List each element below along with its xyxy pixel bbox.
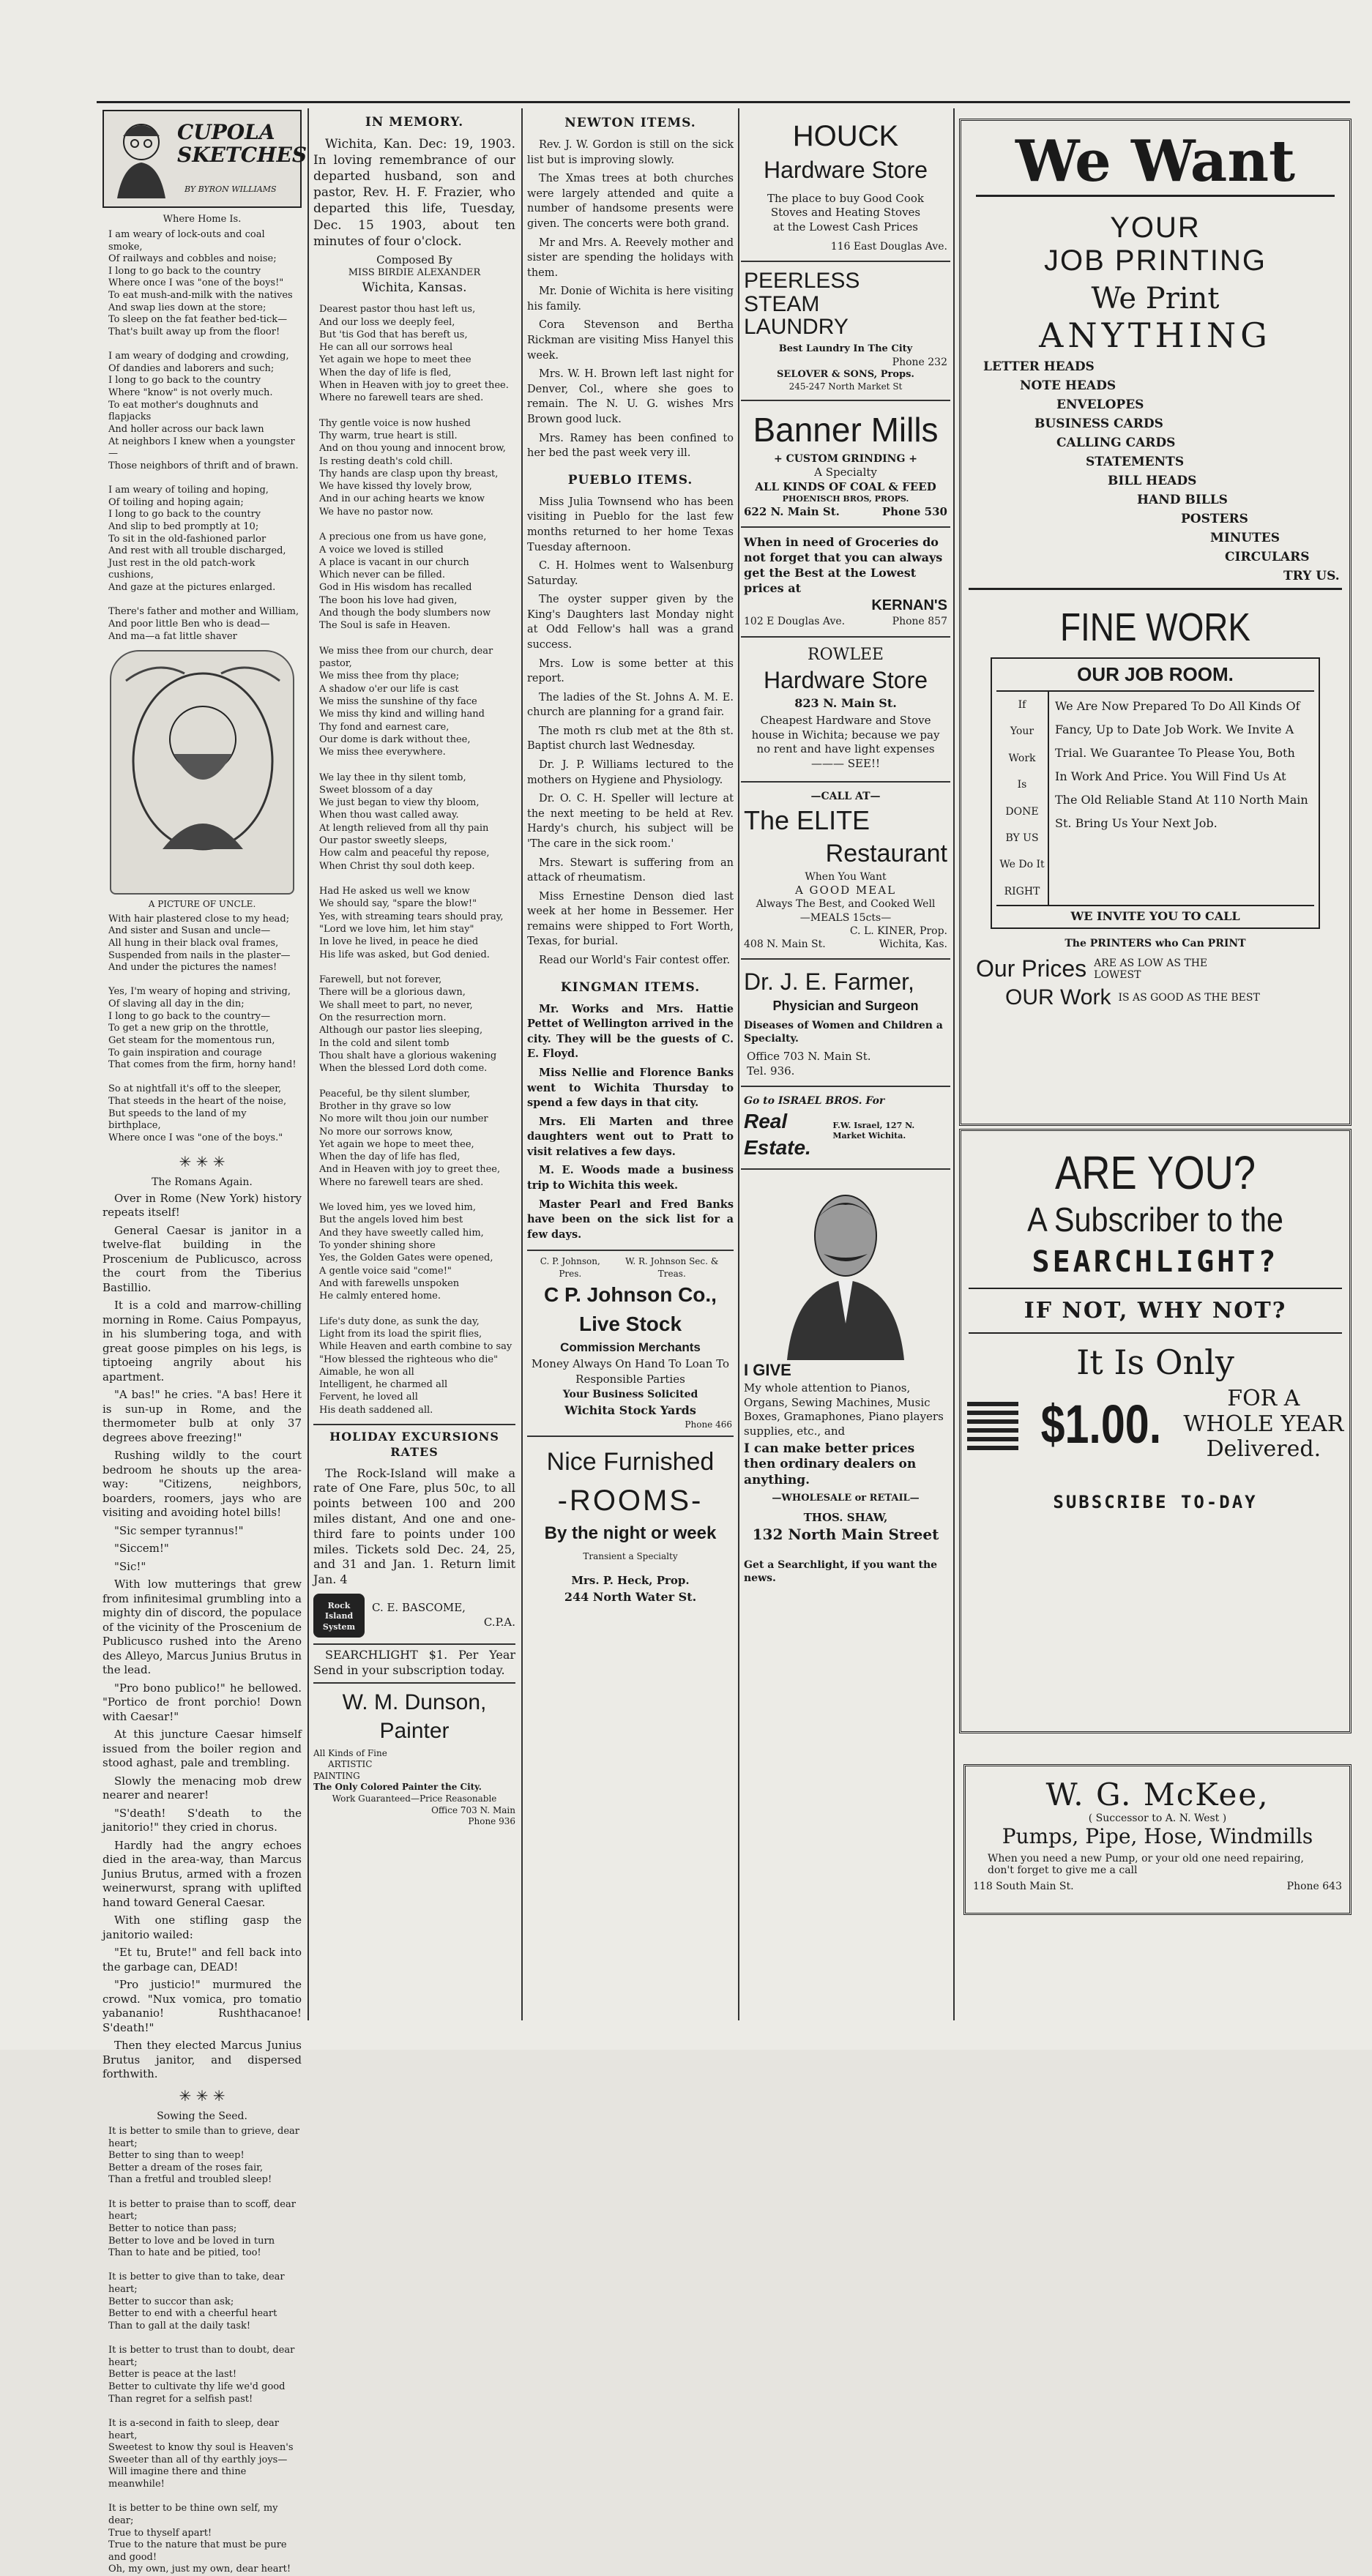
heck-address: 244 North Water St. [564, 1589, 697, 1604]
dunson-line: PAINTING [313, 1770, 360, 1781]
elite-meals: —MEALS 15cts— [799, 911, 892, 924]
portrait-icon [108, 114, 174, 202]
job-item: TRY US. [1283, 569, 1340, 583]
news-item: Miss Nellie and Florence Banks went to Wichita Thursday to spend a few days in that city. [527, 1067, 734, 1110]
farmer-title: Physician and Surgeon [772, 998, 919, 1013]
pueblo-title: PUEBLO ITEMS. [567, 472, 693, 488]
as-low: ARE AS LOW AS THE LOWEST [1094, 957, 1208, 981]
paragraph: Then they elected Marcus Junius Brutus janitor, and dispersed forthwith. [102, 2039, 302, 2081]
picture-caption: A PICTURE OF UNCLE. [148, 899, 256, 910]
news-item: Mrs. Eli Marten and three daughters went out to Pratt to visit relatives a few days. [527, 1115, 734, 1158]
paragraph: Over in Rome (New York) history repeats itself! [102, 1191, 302, 1220]
searchlight-logo: SEARCHLIGHT? [1032, 1245, 1279, 1279]
divider [969, 1288, 1342, 1289]
uncle-illustration [110, 650, 294, 895]
divider [313, 1424, 515, 1425]
rowlee-name: ROWLEE [808, 645, 884, 664]
price-one-dollar: $1.00. [1040, 1394, 1161, 1455]
selover: SELOVER & SONS, Props. [777, 368, 914, 380]
are-you: ARE YOU? [1054, 1146, 1256, 1199]
memorial-poem: Dearest pastor thou hast left us, And our loss we deeply feel, But 'tis God that has bereft us, He can all our sorrows heal Yet again we hope to meet thee When the day of life is fled, When in Heaven with joy to greet thee. Where no farewell tears are shed. Thy gentle voice is now hushed Thy warm, true heart is still. And on thou young and innocent brow, Is resting death's cold chill. Thy hands are clasp upon thy breast, We have kissed thy lovely brow, And in our aching hearts we know We have no pastor now. A precious one from us have gone, A voice we loved is stilled A place is vacant in our church Which never can be filled. God in His wisdom has recalled The boon his love had given, And though the body slumbers now The Soul is safe in Heaven. We miss thee from our church, dear pastor, We miss thee from thy place; A shadow o'er our life is cast We miss the sunshine of thy face We miss thy kind and willing hand Thy fond and earnest care, Our dome is dark without thee, We miss thee everywhere. We lay thee in thy silent tomb, Sweet blossom of a day We just began to view thy bloom, When thou wast called away. At length relieved from all thy pain Our pastor sweetly sleeps, How calm and peaceful thy repose, When Christ thy soul doth keep. Had He asked us well we know We should say, "spare the blow!" Yes, with streaming tears should pray, "Lord we love him, let him stay" In love he lived, in peace he died His life was asked, but God denied. Farewell, but not forever, There will be a glorious dawn, We shall meet to part, no never, On the resurrection morn. Although our pastor lies sleeping, In the cold and silent tomb Thou shalt have a glorious wakening When the blessed Lord doth come. Peaceful, be thy silent slumber, Brother in thy grave so low No more wilt thou join our number No more our sorrows know, Yet again we hope to meet thee, When the day of life has fled, And in Heaven with joy to greet thee, Where no farewell tears are shed. We loved him, yes we loved him, But the angels loved him best And they have sweetly called him, To yonder shining shore Yes, the Golden Gates were opened, A gentle voice said "come!" And with farewells unspoken He calmly entered home. Life's duty done, as sunk the day, Light from its load the spirit flies, While Heaven and earth combine to say "How blessed the righteous who die" Aimable, he won all Intelligent, he charmed all Fervent, he loved all His death saddened all. [319, 304, 512, 1416]
elite-address: 408 N. Main St. [744, 938, 826, 950]
newton-title: NEWTON ITEMS. [564, 116, 696, 130]
anything: ANYTHING [1039, 316, 1272, 355]
peerless-best: Best Laundry In The City [778, 343, 913, 354]
column-divider [953, 108, 955, 2020]
news-item: Rev. J. W. Gordon is still on the sick list but is improving slowly. [527, 139, 734, 166]
paragraph: With low mutterings that grew from infinitesimal grumbling into a mighty din of discord, the populace of the vicinity of the Proscenium de Publicusco rushed into the Areno des Alleyo, Marcus Junius Brutus in the lead. [102, 1578, 302, 1677]
subscribe-frame [959, 1129, 1352, 1733]
houck-name: HOUCK [792, 120, 899, 152]
houck-text: The place to buy Good Cook Stoves and Heating Stoves at the Lowest Cash Prices [767, 191, 925, 234]
man-portrait-icon [772, 1177, 919, 1360]
holiday-text: The Rock-Island will make a rate of One Fare, plus 50c, to all points between 100 and 200 miles distant, And one and one-third fare to points under 100 miles. Tickets sold Dec. 24, 25, and 31 and Jan. 1. Return limit Jan. 4 [313, 1466, 515, 1587]
israel-go: Go to ISRAEL BROS. For [744, 1095, 885, 1108]
news-item: Mr. Works and Mrs. Hattie Pettet of Wellington arrived in the city. They will be the guests of C. E. Floyd. [527, 1002, 734, 1061]
news-item: Miss Ernestine Denson died last week at her home in Bessemer. Her remains were shipped to Fort Worth, Texas, for burial. [527, 890, 734, 948]
column-1 [102, 110, 307, 2575]
paragraph: "A bas!" he cries. "A bas! Here it is sun-up in Rome, and the thermometer bulb at only 37 degrees above freezing!" [102, 1388, 302, 1444]
mckee-ad [963, 1764, 1352, 1915]
rock-island-logo: Rock Island System [313, 1594, 365, 1638]
rock-island-ad [313, 1594, 515, 1638]
banner-specialty: A Specialty [814, 466, 877, 479]
israel-ad [741, 1087, 950, 1170]
rooms-heading: -ROOMS- [557, 1484, 704, 1517]
nice-furnished: Nice Furnished [546, 1448, 715, 1476]
top-rule [97, 101, 1350, 103]
johnson-ad [527, 1250, 734, 1437]
paragraph: "Siccem!" [114, 1542, 169, 1556]
fine-work: FINE WORK [1059, 605, 1251, 649]
peerless-phone: Phone 232 [892, 356, 947, 368]
decorative-lines [967, 1399, 1018, 1450]
paragraph: "Sic!" [114, 1559, 146, 1573]
side-word: If [1018, 699, 1026, 711]
job-item: HAND BILLS [1137, 493, 1228, 507]
divider [313, 1643, 515, 1645]
subscribe-today: SUBSCRIBE TO-DAY [1053, 1491, 1258, 1512]
by-night-or-week: By the night or week [544, 1523, 717, 1544]
invite-call: WE INVITE YOU TO CALL [996, 905, 1314, 923]
bascome-cpa: C.P.A. [483, 1615, 515, 1629]
job-room-text: We Are Now Prepared To Do All Kinds Of Fancy, Up to Date Job Work. We Invite A Trial. We Guarantee To Please You, Both In Work And Price. You Will Find Us At The Old Reliable Stand At 110 North Main St. Bring Us Your Next Job. [1055, 699, 1308, 830]
news-item: Mrs. W. H. Brown left last night for Denver, Col., where she goes to remain. The N. U. G. wishes Mrs Brown good luck. [527, 368, 734, 425]
our-job-room: OUR JOB ROOM. [996, 663, 1314, 692]
elite-city: Wichita, Kas. [879, 938, 947, 950]
news-item: C. H. Holmes went to Walsenburg Saturday. [527, 560, 734, 587]
dunson-line: Phone 936 [468, 1816, 515, 1827]
johnson-business: Your Business Solicited [562, 1388, 698, 1400]
side-word: RIGHT [1004, 885, 1040, 897]
subscriber-to-the: A Subscriber to the [1027, 1201, 1283, 1239]
commission-merchants: Commission Merchants [560, 1340, 701, 1354]
banner-props: PHOENISCH BROS, PROPS. [782, 494, 909, 504]
paragraph: "S'death! S'death to the janitorio!" they cried in chorus. [102, 1806, 302, 1834]
we-want: We Want [976, 128, 1335, 197]
as-good: IS AS GOOD AS THE BEST [1118, 992, 1260, 1004]
job-item: BUSINESS CARDS [1034, 417, 1163, 431]
dunson-line: ARTISTIC [328, 1759, 373, 1770]
rowlee-ad [741, 638, 950, 783]
houck-subtitle: Hardware Store [763, 157, 928, 183]
column-divider [738, 108, 739, 2020]
paragraph: "Sic semper tyrannus!" [114, 1523, 244, 1537]
divider [969, 1332, 1342, 1334]
in-memory-title: IN MEMORY. [365, 115, 464, 130]
news-item: The Xmas trees at both churches were largely attended and quite a number of handsome presents were given. The concerts were both grand. [527, 173, 734, 231]
kingman-title: KINGMAN ITEMS. [560, 979, 701, 995]
johnson-money: Money Always On Hand To Loan To Responsible Parties [531, 1357, 730, 1386]
houck-address: 116 East Douglas Ave. [830, 241, 947, 253]
paragraph: "Pro justicio!" murmured the crowd. "Nux vomica, pro tomatio yabananio! Rushthacanoe! S'death!" [102, 1978, 302, 2034]
printers-who-can-print: The PRINTERS who Can PRINT [1065, 938, 1246, 950]
get-searchlight: Get a Searchlight, if you want the news. [744, 1559, 938, 1585]
johnson-treasurer: W. R. Johnson Sec. & Treas. [625, 1256, 719, 1280]
poem-sowing-the-seed: It is better to smile than to grieve, dear heart; Better to sing than to weep! Better a dream of the roses fair, Than a fretful and troubled sleep! It is better to praise than to scoff, dear heart; Better to notice than pass; Better to love and be loved in turn Than to hate and be pitied, too! It is better to give than to take, dear heart; Better to succor than ask; Better to end with a cheerful heart Than to gall at the daily task! It is better to trust than to doubt, dear heart; Better is peace at the last! Better to cultivate thy life we'd good Than regret for a selfish past! It is a-second in faith to sleep, dear heart, Sweetest to know thy soul is Heaven's Sweeter than all of thy earthly joys— Will imagine there and thine meanwhile! It is better to be thine own self, my dear; True to thyself apart! True to the nature that must be pure and good! Oh, my own, just my own, dear heart! [108, 2125, 299, 2575]
job-item: STATEMENTS [1086, 455, 1185, 469]
live-stock: Live Stock [578, 1313, 682, 1336]
dunson-details [313, 1748, 515, 1828]
price-row [961, 1386, 1349, 1463]
our-work: OUR Work [1005, 985, 1111, 1010]
news-item: Mr and Mrs. A. Reevely mother and sister are spending the holidays with them. [527, 236, 734, 279]
shaw-address: 132 North Main Street [752, 1526, 939, 1544]
job-item: BILL HEADS [1108, 474, 1197, 488]
poem-title: Where Home Is. [163, 214, 242, 225]
news-item: M. E. Woods made a business trip to Wichita this week. [527, 1164, 734, 1192]
poem-where-home-is: I am weary of lock-outs and coal smoke, Of railways and cobbles and noise; I long to go back to the country Where once I was "one of the boys!" To eat mush-and-milk with the natives And swap lies down at the store; To sleep on the fat feather bed-tick— That's built away up from the floor! I am weary of dodging and crowding, Of dandies and laborers and such; I long to go back to the country Where "know" is not overly much. To eat mother's doughnuts and flapjacks And holler across our back lawn At neighbors I knew when a youngster— Those neighbors of thrift and of brawn. I am weary of toiling and hoping, Of toiling and hoping again; I long to go back to the country And slip to bed promptly at 10; To sit in the old-fashioned parlor And rest with all trouble discharged, Just rest in the old patch-work cushions, And gaze at the pictures enlarged. There's father and mother and William, And poor little Ben who is dead— And ma—a fat little shaver [108, 228, 299, 642]
job-printing-frame [959, 119, 1352, 1126]
elite-call: —CALL AT— [810, 791, 881, 803]
rowlee-subtitle: Hardware Store [763, 667, 928, 694]
our-prices-row [976, 955, 1335, 982]
separator-stars: ✳ ✳ ✳ [179, 2086, 225, 2105]
news-item: Master Pearl and Fred Banks have been on the sick list for a few days. [527, 1198, 734, 1241]
news-item: The oyster supper given by the King's Daughters last Monday night at Odd Fellow's hall was a grand success. [527, 594, 734, 652]
banner-mills-ad [741, 401, 950, 528]
column-divider [307, 108, 309, 2020]
side-word: Work [1008, 752, 1036, 764]
news-item: Dr. O. C. H. Speller will lecture at the next meeting to be held at Rev. Hardy's church, his subject will be 'The care in the sick room.' [527, 793, 734, 850]
israel-address: F.W. Israel, 127 N. Market Wichita. [832, 1120, 915, 1140]
our-prices: Our Prices [976, 955, 1087, 982]
job-item: CIRCULARS [1225, 550, 1310, 564]
delivered: Delivered. [1206, 1436, 1321, 1462]
igive-prices: I can make better prices then ordinary dealers on anything. [744, 1441, 917, 1487]
elite-when: When You Want [805, 870, 887, 883]
divider [969, 588, 1342, 590]
shaw-name: THOS. SHAW, [803, 1510, 888, 1524]
poem-place: Wichita, Kansas. [362, 280, 467, 296]
column-2 [313, 110, 515, 2020]
side-word: Is [1017, 779, 1027, 791]
kernan-ad [741, 528, 950, 637]
dunson-title: Painter [379, 1718, 450, 1743]
it-is-only: It Is Only [1076, 1343, 1234, 1382]
job-item: CALLING CARDS [1056, 436, 1176, 450]
news-item: The ladies of the St. Johns A. M. E. church are planning for a grand fair. [527, 691, 734, 719]
job-printing: JOB PRINTING [1043, 244, 1267, 277]
elite-meal: A GOOD MEAL [794, 883, 897, 897]
job-printing-ad [959, 119, 1350, 1729]
johnson-company: C P. Johnson Co., [544, 1283, 717, 1307]
johnson-phone: Phone 466 [685, 1419, 732, 1430]
news-item: Miss Julia Townsend who has been visiting in Pueblo for the last few months returned to her home Texas Tuesday afternoon. [527, 496, 734, 553]
wholesale: —WHOLESALE or RETAIL— [772, 1492, 920, 1504]
side-word: DONE [1005, 805, 1039, 818]
job-item: POSTERS [1181, 512, 1248, 526]
paragraph: Rushing wildly to the court bedroom he shouts up the area-way: "Citizens, neighbors, boarders, roomers, jays who are visiting and avoiding hotel bills! [102, 1449, 302, 1520]
uncle-portrait-icon [111, 652, 294, 886]
job-item: MINUTES [1210, 531, 1280, 545]
kernan-name: KERNAN'S [871, 597, 947, 614]
shaw-ad [741, 1170, 950, 1592]
mckee-pumps: Pumps, Pipe, Hose, Windmills [1002, 1824, 1313, 1848]
farmer-ad [741, 960, 950, 1087]
igive-text: My whole attention to Pianos, Organs, Sewing Machines, Music Boxes, Gramaphones, Piano players supplies, etc., and [744, 1381, 944, 1438]
dunson-name: W. M. Dunson, [342, 1690, 487, 1714]
our-work-row [1005, 985, 1305, 1010]
shaw-portrait [744, 1177, 947, 1360]
news-item: Read our World's Fair contest offer. [539, 955, 731, 966]
elite-name: The ELITE [744, 804, 870, 835]
if-not-why-not: IF NOT, WHY NOT? [1024, 1298, 1287, 1324]
heck-prop: Mrs. P. Heck, Prop. [571, 1574, 690, 1588]
kernan-address: 102 E Douglas Ave. [744, 616, 846, 628]
israel-real-estate: Real Estate. [744, 1109, 811, 1160]
news-item: Mrs. Low is some better at this report. [527, 657, 734, 685]
news-item: Mrs. Stewart is suffering from an attack of rheumatism. [527, 856, 734, 884]
holiday-title: HOLIDAY EXCURSIONS RATES [329, 1429, 499, 1459]
elite-prop: C. L. KINER, Prop. [849, 925, 947, 937]
poem-picture-of-uncle: With hair plastered close to my head; And sister and Susan and uncle— All hung in their black oval frames, Suspended from nails in the plaster— And under the pictures the names! Yes, I'm weary of hoping and striving, Of slaving all day in the din; I long to go back to the country— To get a new grip on the throttle, Get steam for the momentous run, To gain inspiration and courage That comes from the firm, horny hand! So at nightfall it's off to the sleeper, That steeds in the heart of the noise, But speeds to the land of my birthplace, Where once I was "one of the boys." [108, 913, 297, 1143]
dunson-line: All Kinds of Fine [313, 1747, 387, 1758]
paragraph: "Pro bono publico!" he bellowed. "Portico de front porchio! Down with Caesar!" [102, 1681, 302, 1723]
job-room-box [991, 657, 1320, 929]
banner-mills-name: Banner Mills [753, 411, 939, 449]
rowlee-address: 823 N. Main St. [794, 695, 897, 710]
farmer-tel: Tel. 936. [747, 1064, 795, 1078]
paragraph: At this juncture Caesar himself issued from the boiler region and stood aghast, pale and trembling. [102, 1728, 302, 1770]
banner-address: 622 N. Main St. [744, 504, 840, 518]
job-items [961, 359, 1349, 583]
side-words [996, 692, 1049, 905]
houck-ad [741, 110, 950, 262]
peerless-ad [741, 262, 950, 401]
whole-year: WHOLE YEAR [1183, 1411, 1344, 1437]
separator-stars: ✳ ✳ ✳ [179, 1152, 225, 1171]
divider [313, 1682, 515, 1684]
cupola-byline: BY BYRON WILLIAMS [184, 184, 277, 194]
in-memory-intro: Wichita, Kan. Dec: 19, 1903. In loving remembrance of our departed husband, son and pastor, Rev. H. F. Frazier, who departed this life, Tuesday, Dec. 15 1903, about ten minutes of four o'clock. [313, 137, 515, 249]
news-item: Dr. J. P. Williams lectured to the mothers on Hygiene and Physiology. [527, 759, 734, 786]
rooms-ad [527, 1437, 734, 1605]
farmer-name: Dr. J. E. Farmer, [744, 968, 914, 996]
column-4 [741, 110, 950, 2020]
mckee-successor: ( Successor to A. N. West ) [1088, 1812, 1227, 1824]
selover-address: 245-247 North Market St [788, 381, 903, 392]
composed-by: Composed By [376, 253, 452, 266]
custom-grinding: + CUSTOM GRINDING + [773, 453, 918, 466]
news-item: The moth rs club met at the 8th st. Baptist church last Wednesday. [527, 725, 734, 753]
farmer-office: Office 703 N. Main St. [747, 1050, 871, 1064]
banner-phone: Phone 530 [881, 504, 947, 518]
rowlee-text: Cheapest Hardware and Stove house in Wichita; because we pay no rent and have light expenses ——— SEE!! [751, 714, 940, 770]
johnson-president: C. P. Johnson, Pres. [540, 1256, 600, 1280]
paragraph: Slowly the menacing mob drew nearer and nearer! [102, 1774, 302, 1802]
mckee-text: When you need a new Pump, or your old one need repairing, don't forget to give me a call [988, 1853, 1304, 1876]
job-item: LETTER HEADS [983, 359, 1095, 374]
news-item: Mrs. Ramey has been confined to her bed the past week very ill. [527, 432, 734, 460]
dunson-line: Work Guaranteed—Price Reasonable [332, 1793, 497, 1804]
we-print: We Print [1091, 282, 1220, 316]
johnson-yards: Wichita Stock Yards [564, 1403, 696, 1417]
dunson-line: Office 703 N. Main [431, 1804, 515, 1815]
kernan-text: When in need of Groceries do not forget that you can always get the Best at the Lowest prices at [744, 535, 943, 595]
side-word: BY US [1005, 832, 1039, 844]
side-word: We Do It [999, 859, 1045, 871]
poem-author: MISS BIRDIE ALEXANDER [348, 267, 481, 279]
elite-restaurant: Restaurant [825, 840, 947, 868]
job-item: NOTE HEADS [1020, 378, 1116, 393]
sowing-title: Sowing the Seed. [157, 2110, 247, 2122]
bascome: C. E. BASCOME, [372, 1601, 466, 1615]
news-item: Mr. Donie of Wichita is here visiting his family. [527, 285, 734, 313]
dunson-line: The Only Colored Painter the City. [313, 1782, 482, 1793]
mckee-phone: Phone 643 [1286, 1881, 1342, 1892]
cupola-title: CUPOLA SKETCHES [177, 120, 307, 167]
for-a: FOR A [1227, 1386, 1300, 1411]
searchlight-subscription: SEARCHLIGHT $1. Per Year Send in your subscription today. [313, 1647, 515, 1677]
transient: Transient a Specialty [583, 1551, 678, 1562]
side-word: Your [1010, 725, 1034, 738]
column-3 [527, 110, 734, 2020]
news-item: Cora Stevenson and Bertha Rickman are visiting Miss Hanyel this week. [527, 319, 734, 362]
elite-ad [741, 783, 950, 960]
farmer-diseases: Diseases of Women and Children a Specialty. [744, 1020, 943, 1045]
cupola-logo [102, 110, 307, 208]
paragraph: It is a cold and marrow-chilling morning in Rome. Caius Pompayus, in his slumbering toga, and with great goose pimples on his legs, is tiptoeing angrily about his apartment. [102, 1299, 302, 1384]
job-item: ENVELOPES [1056, 397, 1144, 412]
paragraph: "Et tu, Brute!" and fell back into the garbage can, DEAD! [102, 1946, 302, 1974]
coal-feed: ALL KINDS OF COAL & FEED [755, 479, 936, 493]
romans-title: The Romans Again. [152, 1176, 253, 1188]
kernan-phone: Phone 857 [892, 616, 947, 628]
paragraph: General Caesar is janitor in a twelve-flat building in the Proscenium de Publicusco, across the court from the Tiberius Bastillio. [102, 1223, 302, 1294]
igive-heading: I GIVE [744, 1361, 791, 1380]
your: YOUR [1110, 212, 1201, 244]
paragraph: With one stifling gasp the janitorio wailed: [102, 1914, 302, 1941]
mckee-name: W. G. McKee, [1045, 1777, 1270, 1812]
column-divider [521, 108, 523, 2020]
elite-always: Always The Best, and Cooked Well [756, 898, 936, 911]
peerless-name: PEERLESS STEAM LAUNDRY [744, 269, 860, 340]
paragraph: Hardly had the angry echoes died in the area-way, than Marcus Junius Brutus, armed with a frozen weinerwurst, sprang with uplifted hand toward General Caesar. [102, 1838, 302, 1909]
mckee-address: 118 South Main St. [973, 1881, 1074, 1892]
romans-article [102, 1192, 302, 2082]
